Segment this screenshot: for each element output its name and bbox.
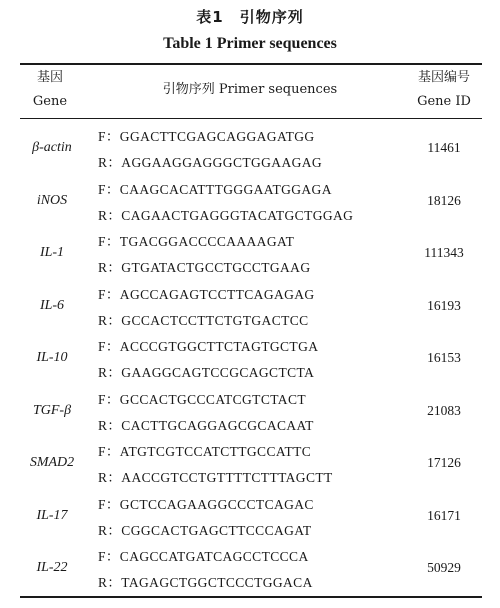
gene-id: 50929 [427, 560, 461, 575]
reverse-primer: R：AGGAAGGAGGGCTGGAAGAG [98, 155, 323, 170]
forward-primer: F：GCTCCAGAAGGCCCTCAGAC [98, 496, 314, 512]
forward-primer: F：CAGCCATGATCAGCCTCCCA [98, 549, 309, 564]
gene-name: iNOS [36, 192, 68, 208]
gene-id: 11461 [427, 140, 461, 155]
reverse-primer: R：GCCACTCCTTCTGTGACTCC [98, 312, 309, 328]
gene-name: IL-17 [36, 507, 68, 523]
reverse-primer: R：GAAGGCAGTCCGCAGCTCTA [98, 365, 315, 380]
header-id-en: Gene ID [417, 94, 471, 109]
bottom-rule [20, 596, 482, 598]
header-gene-en: Gene [32, 94, 68, 109]
forward-primer: F：ACCCGTGGCTTCTAGTGCTGA [98, 339, 319, 354]
top-rule [20, 63, 482, 65]
gene-id: 21083 [427, 402, 461, 418]
table-row [20, 332, 482, 384]
reverse-primer: R：CACTTGCAGGAGCGCACAAT [98, 417, 314, 433]
header-id-cn: 基因编号 [417, 70, 470, 85]
table-title-english: Table 1 Primer sequences [163, 35, 337, 52]
gene-id: 17126 [427, 455, 461, 470]
table-row [20, 542, 482, 594]
reverse-primer: R：TAGAGCTGGCTCCCTGGACA [98, 575, 313, 590]
header-rule [20, 118, 482, 119]
gene-name: IL-6 [39, 297, 65, 313]
gene-name: IL-10 [36, 350, 68, 365]
gene-name: SMAD2 [29, 455, 75, 470]
reverse-primer: R：GTGATACTGCCTGCCTGAAG [98, 260, 311, 275]
table-row [20, 280, 482, 332]
table-row [20, 437, 482, 489]
table-row [20, 122, 482, 174]
table-row [20, 175, 482, 227]
gene-name: IL-1 [39, 245, 65, 260]
gene-id: 16153 [427, 350, 461, 365]
forward-primer: F：TGACGGACCCCAAAAGAT [98, 234, 295, 249]
forward-primer: F：ATGTCGTCCATCTTGCCATTC [98, 444, 312, 459]
gene-name: IL-22 [36, 560, 68, 575]
reverse-primer: R：CGGCACTGAGCTTCCCAGAT [98, 522, 312, 538]
gene-name: TGF-β [32, 402, 72, 418]
gene-name: β-actin [32, 140, 72, 155]
gene-id: 18126 [427, 192, 461, 208]
table-row [20, 227, 482, 279]
forward-primer: F：GGACTTCGAGCAGGAGATGG [98, 129, 315, 144]
header-gene [20, 66, 80, 114]
forward-primer: F：CAAGCACATTTGGGAATGGAGA [98, 181, 332, 197]
header-gene-cn: 基因 [36, 70, 63, 85]
gene-id: 111343 [424, 245, 464, 260]
table-row [20, 385, 482, 437]
gene-id: 16171 [427, 507, 461, 523]
header-gene-id [405, 66, 483, 114]
forward-primer: F：GCCACTGCCCATCGTCTACT [98, 391, 306, 407]
table-row [20, 490, 482, 542]
header-primer: 引物序列 Primer sequences [162, 82, 338, 97]
forward-primer: F：AGCCAGAGTCCTTCAGAGAG [98, 286, 315, 302]
reverse-primer: R：AACCGTCCTGTTTTCTTTAGCTT [98, 470, 333, 485]
table-title-chinese: 表1 引物序列 [196, 8, 304, 26]
gene-id: 16193 [427, 297, 461, 313]
reverse-primer: R：CAGAACTGAGGGTACATGCTGGAG [98, 207, 354, 223]
